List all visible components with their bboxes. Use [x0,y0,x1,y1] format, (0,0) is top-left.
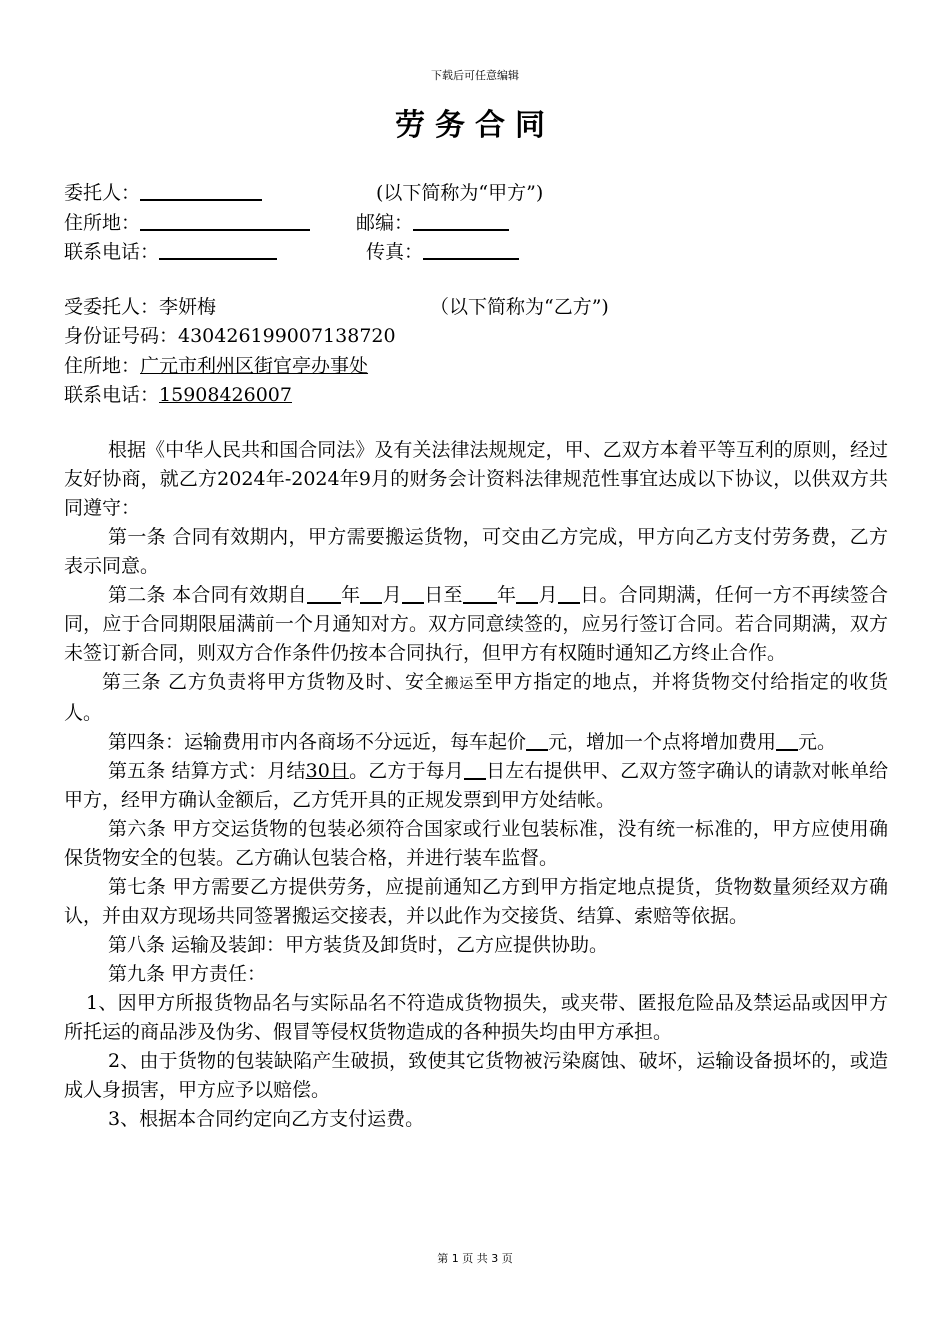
party-b-id-line: 身份证号码：430426199007138720 [64,325,396,347]
article-4: 第四条：运输费用市内各商场不分远近，每车起价 元，增加一个点将增加费用 元。 [108,731,837,753]
article-1: 第一条 合同有效期内，甲方需要搬运货物，可交由乙方完成，甲方向乙方支付劳务费，乙方表示同意。 [64,526,888,577]
article-7: 第七条 甲方需要乙方提供劳务，应提前通知乙方到甲方指定地点提货，货物数量须经双方确认，并由双方现场共同签署搬运交接表，并以此作为交接货、结算、索赔等依据。 [64,876,888,927]
party-b-address-line [64,353,368,379]
party-b-phone-line [64,382,292,408]
party-a-client-line [64,180,262,206]
party-a-address-line [64,210,310,236]
phone-blank [159,240,277,260]
party-a-fax-line [366,239,519,265]
phone-value: 15908426007 [159,384,292,406]
client-label: 委托人： [64,182,141,204]
address-label: 住所地： [64,355,141,377]
header-note: 下载后可任意编辑 [431,69,519,82]
article-9: 第九条 甲方责任： [108,963,267,985]
party-b-agent-line: 受委托人：李妍梅 [64,296,217,318]
phone-label: 联系电话： [64,241,160,263]
liability-item-3: 3、根据本合同约定向乙方支付运费。 [108,1108,425,1130]
article-6: 第六条 甲方交运货物的包装必须符合国家或行业包装标准，没有统一标准的，甲方应使用确保货物安全的包装。乙方确认包装合格，并进行装车监督。 [64,818,888,869]
fax-blank [423,240,519,260]
postcode-label: 邮编： [356,212,414,234]
party-a-phone-line [64,239,277,265]
page-footer: 第 1 页 共 3 页 [437,1252,513,1265]
article-3: 第三条 乙方负责将甲方货物及时、安全搬运至甲方指定的地点，并将货物交付给指定的收货人。 [64,671,888,724]
liability-item-2: 2、由于货物的包装缺陷产生破损，致使其它货物被污染腐蚀、破坏，运输设备损坏的，或造成人身损害，甲方应予以赔偿。 [64,1050,888,1101]
article-8: 第八条 运输及装卸：甲方装货及卸货时，乙方应提供协助。 [108,934,609,956]
party-a-alias: (以下简称为“甲方”) [376,182,544,204]
address-blank [140,211,310,231]
intro-paragraph: 根据《中华人民共和国合同法》及有关法律法规规定，甲、乙双方本着平等互利的原则，经过友好协商，就乙方2024年-2024年9月的财务会计资料法律规范性事宜达成以下协议，以供双方共同遵守： [64,439,888,519]
article-2: 第二条 本合同有效期自 年 月 日至 年 月 日。合同期满，任何一方不再续签合同，应于合同期限届满前一个月通知对方。双方同意续签的，应另行签订合同。若合同期满，双方未签订新合同，则双方合作条件仍按本合同执行，但甲方有权随时通知乙方终止合作。 [64,584,888,664]
fax-label: 传真： [366,241,424,263]
client-blank [140,181,262,201]
contract-body [64,436,888,1134]
article-5: 第五条 结算方式：月结30日。乙方于每月 日左右提供甲、乙双方签字确认的请款对帐单给甲方，经甲方确认金额后，乙方凭开具的正规发票到甲方处结帐。 [64,760,888,811]
postcode-blank [413,211,509,231]
phone-label: 联系电话： [64,384,160,406]
liability-item-1: 1、因甲方所报货物品名与实际品名不符造成货物损失，或夹带、匿报危险品及禁运品或因甲方所托运的商品涉及伪劣、假冒等侵权货物造成的各种损失均由甲方承担。 [64,992,888,1043]
address-label: 住所地： [64,212,141,234]
party-a-postcode-line [356,210,509,236]
address-value: 广元市利州区街官亭办事处 [140,355,369,377]
document-title: 劳务合同 [395,108,555,143]
party-b-alias: （以下简称为“乙方”) [430,296,609,318]
